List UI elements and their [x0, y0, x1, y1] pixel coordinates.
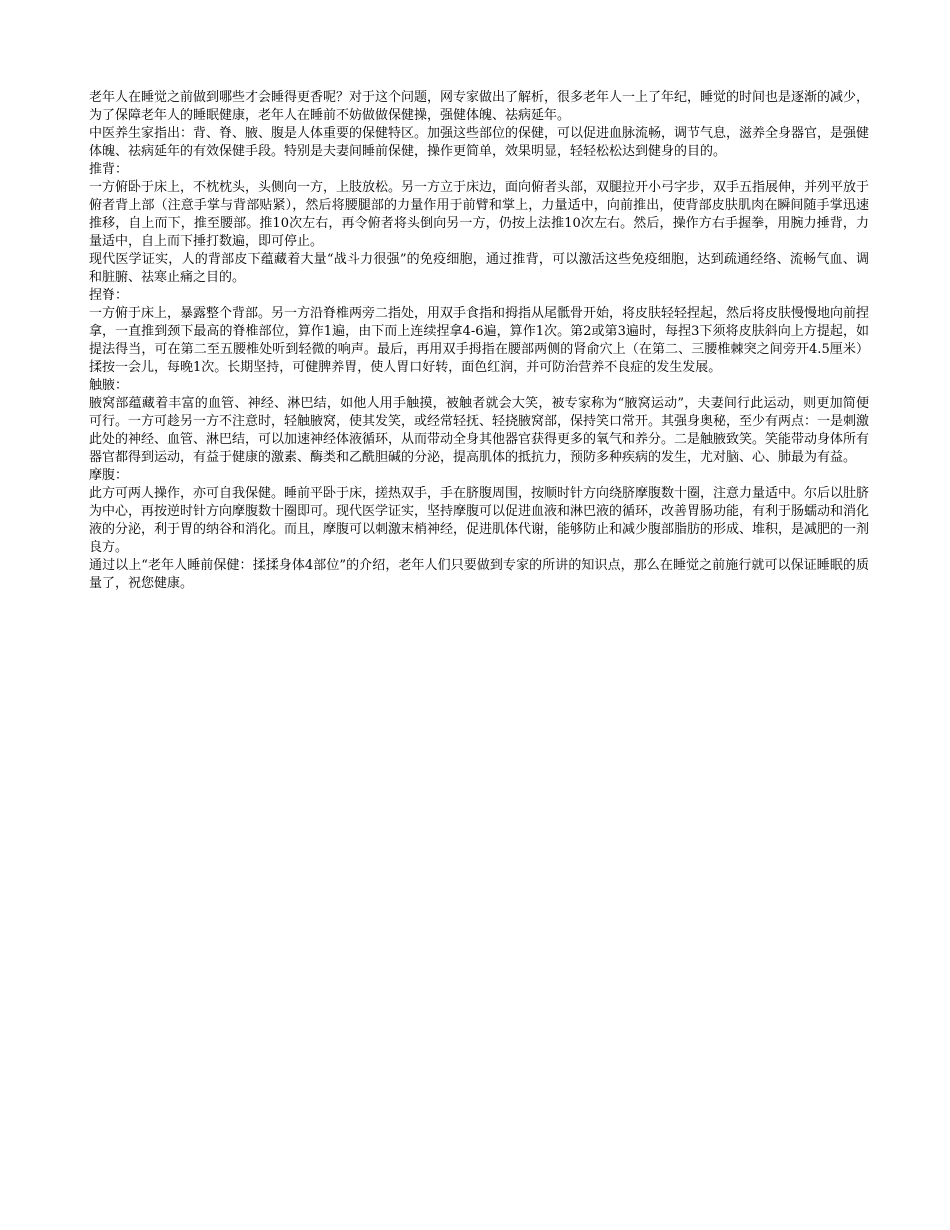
- conclusion-paragraph: 通过以上“老年人睡前保健：揉揉身体4部位”的介绍，老年人们只要做到专家的所讲的知识点，那么在睡觉之前施行就可以保证睡眠的质量了，祝您健康。: [89, 558, 869, 591]
- rub-abdomen-paragraph: 此方可两人操作，亦可自我保健。睡前平卧于床，搓热双手，手在脐腹周围，按顺时针方向绕脐摩腹数十圈，注意力量适中。尔后以肚脐为中心，再按逆时针方向摩腹数十圈即可。现代医学证实，坚持摩腹可以促进血液和淋巴液的循环，改善胃肠功能，有利于肠蠕动和消化液的分泌，利于胃的纳谷和消化。而且，摩腹可以刺激末梢神经，促进肌体代谢，能够防止和减少腹部脂肪的形成、堆积，是减肥的一剂良方。: [89, 486, 870, 555]
- intro-paragraph: 老年人在睡觉之前做到哪些才会睡得更香呢？对于这个问题，网专家做出了解析，很多老年人一上了年纪，睡觉的时间也是逐渐的减少，为了保障老年人的睡眠健康，老年人在睡前不妨做做保健操，强健体魄、祛病延年。: [89, 90, 870, 123]
- pinch-spine-paragraph: 一方俯于床上，暴露整个背部。另一方沿脊椎两旁二指处，用双手食指和拇指从尾骶骨开始，将皮肤轻轻捏起，然后将皮肤慢慢地向前捏拿，一直推到颈下最高的脊椎部位，算作1遍，由下而上连续捏拿4-6遍，算作1次。第2或第3遍时，每捏3下须将皮肤斜向上方提起，如提法得当，可在第二至五腰椎处听到轻微的响声。最后，再用双手拇指在腰部两侧的肾俞穴上（在第二、三腰椎棘突之间旁开4.5厘米）揉按一会儿，每晚1次。长期坚持，可健脾养胃，使人胃口好转，面色红润，并可防治营养不良症的发生发展。: [89, 306, 870, 375]
- tcm-overview-paragraph: 中医养生家指出：背、脊、腋、腹是人体重要的保健特区。加强这些部位的保健，可以促进血脉流畅，调节气息，滋养全身器官，是强健体魄、祛病延年的有效保健手段。特别是夫妻间睡前保健，操作更简单，效果明显，轻轻松松达到健身的目的。: [89, 126, 870, 159]
- section-heading-push-back: 推背：: [89, 162, 129, 177]
- section-heading-rub-abdomen: 摩腹：: [89, 468, 129, 483]
- push-back-benefit-paragraph: 现代医学证实，人的背部皮下蕴藏着大量“战斗力很强”的免疫细胞，通过推背，可以激活这些免疫细胞，达到疏通经络、流畅气血、调和脏腑、祛寒止痛之目的。: [89, 252, 869, 285]
- touch-armpit-paragraph: 腋窝部蕴藏着丰富的血管、神经、淋巴结，如他人用手触摸，被触者就会大笑，被专家称为“腋窝运动”，夫妻间行此运动，则更加简便可行。一方可趁另一方不注意时，轻触腋窝，使其发笑，或经常轻抚、轻挠腋窝部，保持笑口常开。其强身奥秘，至少有两点：一是刺激此处的神经、血管、淋巴结，可以加速神经体液循环，从而带动全身其他器官获得更多的氧气和养分。二是触腋致笑。笑能带动身体所有器官都得到运动，有益于健康的激素、酶类和乙酰胆碱的分泌，提高肌体的抵抗力，预防多种疾病的发生，尤对脑、心、肺最为有益。: [89, 396, 870, 465]
- push-back-method-paragraph: 一方俯卧于床上，不枕枕头，头侧向一方，上肢放松。另一方立于床边，面向俯者头部，双腿拉开小弓字步，双手五指展伸，并列平放于俯者背上部（注意手掌与背部贴紧），然后将腰腿部的力量作用于前臂和掌上，力量适中，向前推出，使背部皮肤肌肉在瞬间随手掌迅速推移，自上而下，推至腰部。推10次左右，再令俯者将头倒向另一方，仍按上法推10次左右。然后，操作方右手握拳，用腕力捶背，力量适中，自上而下捶打数遍，即可停止。: [89, 180, 870, 249]
- section-heading-touch-armpit: 触腋：: [89, 378, 129, 393]
- article-body: [89, 89, 869, 593]
- section-heading-pinch-spine: 捏脊：: [89, 288, 129, 303]
